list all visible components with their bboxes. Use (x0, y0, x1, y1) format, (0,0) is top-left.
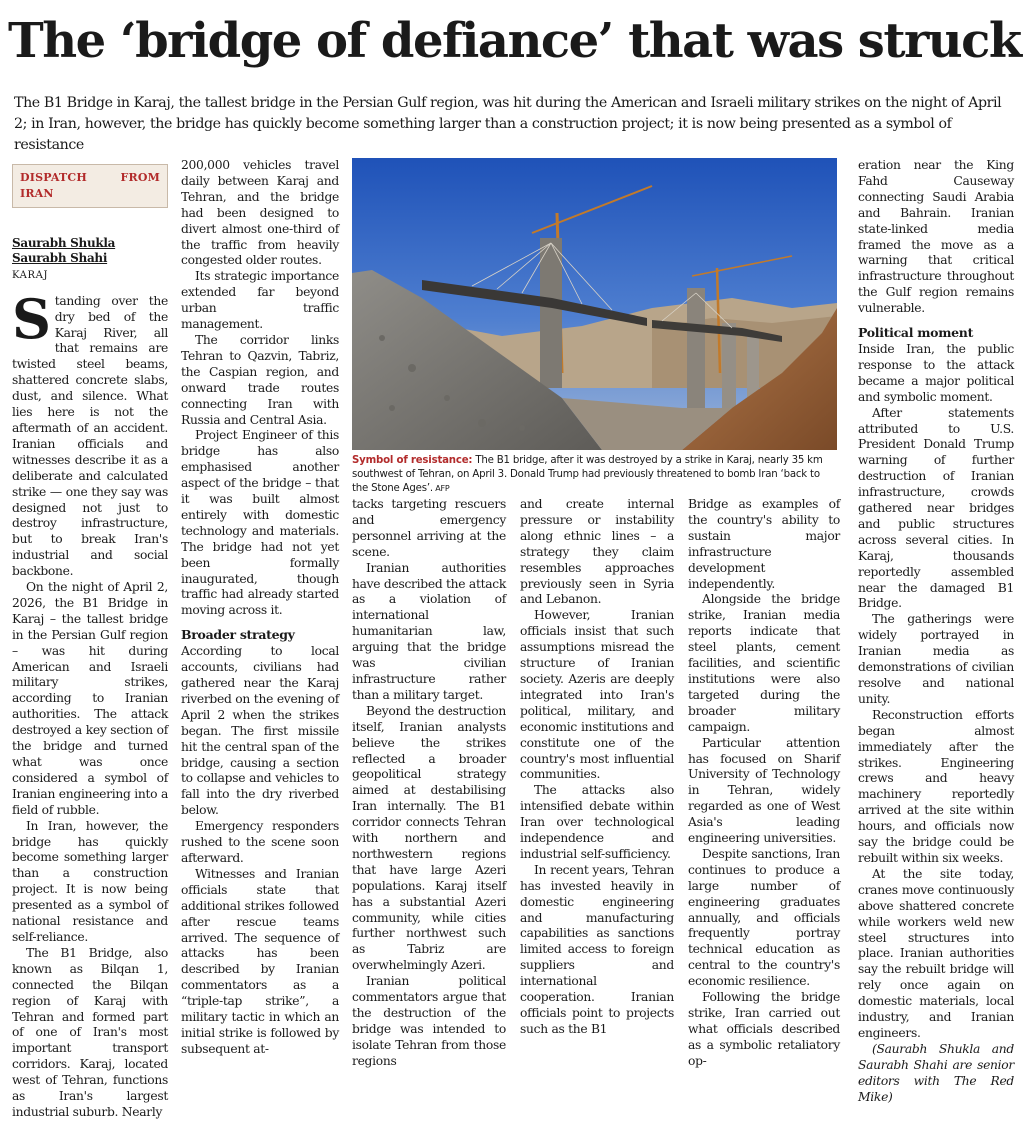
photo-caption (352, 454, 839, 496)
paragraph: Bridge as examples of the country's ability to sustain major infrastructure development independently. (688, 497, 840, 591)
subhead-political-moment: Political moment (858, 325, 974, 341)
paragraph: At the site today, cranes move continuously above shattered concrete while workers weld new steel structures into place. Iranian authorities say the rebuilt bridge will rely once again on domestic materials, local industry, and Iranian engineers. (858, 866, 1014, 1040)
paragraph: Following the bridge strike, Iran carried out what officials described as a symbolic retaliatory op- (688, 990, 840, 1068)
author-link-1[interactable]: Saurabh Shukla (12, 235, 116, 250)
paragraph: Project Engineer of this bridge has also emphasised another aspect of the bridge – that it was built almost entirely with domestic technology and materials. The bridge had not yet been formally inaugurated, though traffic had already started moving across it. (181, 428, 339, 618)
author-note: (Saurabh Shukla and Saurabh Shahi are senior editors with The Red Mike) (858, 1041, 1014, 1104)
paragraph: Iranian authorities have described the attack as a violation of international humanitarian law, arguing that the bridge was civilian infrastructure rather than a military target. (352, 560, 506, 702)
column-2 (181, 158, 339, 1058)
paragraph: Iranian political commentators argue that the destruction of the bridge was intended to isolate Tehran from those regions (352, 974, 506, 1068)
paragraph: tacks targeting rescuers and emergency personnel arriving at the scene. (352, 497, 506, 559)
paragraph: The corridor links Tehran to Qazvin, Tabriz, the Caspian region, and onward trade routes connecting Iran with Russia and Central Asia. (181, 332, 339, 427)
caption-text: The B1 bridge, after it was destroyed by a strike in Karaj, nearly 35 km southwest of Tehran, on April 3. Donald Trump had previously threatened to bomb Iran ‘back to the Stone Ages’. (352, 455, 823, 494)
paragraph: Its strategic importance extended far beyond urban traffic management. (181, 269, 339, 332)
kicker-badge: DISPATCH FROM IRAN (12, 164, 168, 208)
paragraph: Despite sanctions, Iran continues to produce a large number of engineering graduates annually, and officials frequently portray technical education as central to the country's economic resilience. (688, 846, 840, 989)
paragraph: The gatherings were widely portrayed in Iranian media as demonstrations of civilian resolve and national unity. (858, 612, 1014, 706)
paragraph: On the night of April 2, 2026, the B1 Bridge in Karaj – the tallest bridge in the Persian Gulf region – was hit during American and Israeli military strikes, according to Iranian authorities. The attack destroyed a key section of the bridge and turned what was once considered a symbol of Iranian engineering into a field of rubble. (12, 580, 168, 817)
paragraph: eration near the King Fahd Causeway connecting Saudi Arabia and Bahrain. Iranian state-linked media framed the move as a warning that critical infrastructure throughout the Gulf region remains vulnerable. (858, 158, 1014, 316)
paragraph: However, Iranian officials insist that such assumptions misread the structure of Iranian society. Azeris are deeply integrated into Iran's political, military, and economic institutions and constitute one of the country's most influential communities. (520, 608, 674, 782)
paragraph: After statements attributed to U.S. President Donald Trump warning of further destruction of Iranian infrastructure, crowds gathered near bridges and public structures across several cities. In Karaj, thousands reportedly assembled near the damaged B1 Bridge. (858, 405, 1014, 611)
column-5 (688, 497, 840, 1070)
headline: The ‘bridge of defiance’ that was struck (8, 13, 1021, 69)
paragraph: The B1 Bridge, also known as Bilqan 1, connected the Bilqan region of Karaj with Tehran and formed part of one of Iran's most important transport corridors. Karaj, located west of Tehran, functions as Iran's largest industrial suburb. Nearly (12, 945, 168, 1119)
paragraph: Emergency responders rushed to the scene soon afterward. (181, 819, 339, 865)
paragraph: Beyond the destruction itself, Iranian analysts believe the strikes reflected a broader geopolitical strategy aimed at destabilising Iran internally. The B1 corridor connects Tehran with northern and northwestern regions that have large Azeri populations. Karaj itself has a substantial Azeri community, while cities further northwest such as Tabriz are overwhelmingly Azeri. (352, 703, 506, 973)
paragraph: and create internal pressure or instability along ethnic lines – a strategy they claim resembles approaches previously seen in Syria and Lebanon. (520, 497, 674, 607)
deck: The B1 Bridge in Karaj, the tallest bridge in the Persian Gulf region, was hit during the American and Israeli military strikes on the night of April 2; in Iran, however, the bridge has quickly become something larger than a construction project; it is now being presented as a symbol of resistance (14, 95, 1002, 153)
column-3 (352, 497, 506, 1070)
paragraph: In recent years, Tehran has invested heavily in domestic engineering and manufacturing capabilities as sanctions limited access to foreign suppliers and international cooperation. Iranian officials point to projects such as the B1 (520, 862, 674, 1036)
paragraph: According to local accounts, civilians had gathered near the Karaj riverbed on the evening of April 2 when the strikes began. The first missile hit the central span of the bridge, causing a section to collapse and vehicles to fall into the dry riverbed below. (181, 644, 339, 818)
paragraph: In Iran, however, the bridge has quickly become something larger than a construction project. It is now being presented as a symbol of national resistance and self-reliance. (12, 818, 168, 944)
subhead-broader-strategy: Broader strategy (181, 627, 295, 643)
paragraph: The attacks also intensified debate within Iran over technological independence and industrial self-sufficiency. (520, 783, 674, 861)
paragraph: Witnesses and Iranian officials state that additional strikes followed after rescue teams arrived. The sequence of attacks has been described by Iranian commentators as a “triple-tap strike”, a military tactic in which an initial strike is followed by subsequent at- (181, 866, 339, 1056)
paragraph: 200,000 vehicles travel daily between Karaj and Tehran, and the bridge had been designed to divert almost one-third of the traffic from heavily congested older routes. (181, 158, 339, 268)
column-1 (12, 160, 168, 1121)
byline (12, 236, 168, 266)
bridge-photo-image (352, 158, 837, 450)
column-6 (858, 158, 1014, 1105)
paragraph: Particular attention has focused on Sharif University of Technology in Tehran, widely regarded as one of West Asia's leading engineering universities. (688, 735, 840, 846)
paragraph: Inside Iran, the public response to the attack became a major political and symbolic moment. (858, 341, 1014, 404)
author-link-2[interactable]: Saurabh Shahi (12, 250, 108, 265)
dateline: KARAJ (12, 269, 49, 281)
caption-lead: Symbol of resistance: (352, 455, 473, 466)
paragraph: Alongside the bridge strike, Iranian media reports indicate that steel plants, cement facilities, and scientific institutions were also targeted during the broader military campaign. (688, 592, 840, 734)
photo-credit: AFP (432, 484, 450, 493)
dropcap: S (12, 286, 51, 351)
paragraph: Reconstruction efforts began almost immediately after the strikes. Engineering crews and heavy machinery reportedly arrived at the site within hours, and officials now say the bridge could be rebuilt within six weeks. (858, 707, 1014, 865)
paragraph: Standing over the dry bed of the Karaj River, all that remains are twisted steel beams, shattered concrete slabs, dust, and silence. What lies here is not the aftermath of an accident. Iranian officials and witnesses describe it as a deliberate and calculated strike — one they say was designed not just to destroy infrastructure, but to break Iran's industrial and social backbone. (12, 286, 168, 579)
bridge-photo (352, 158, 837, 450)
